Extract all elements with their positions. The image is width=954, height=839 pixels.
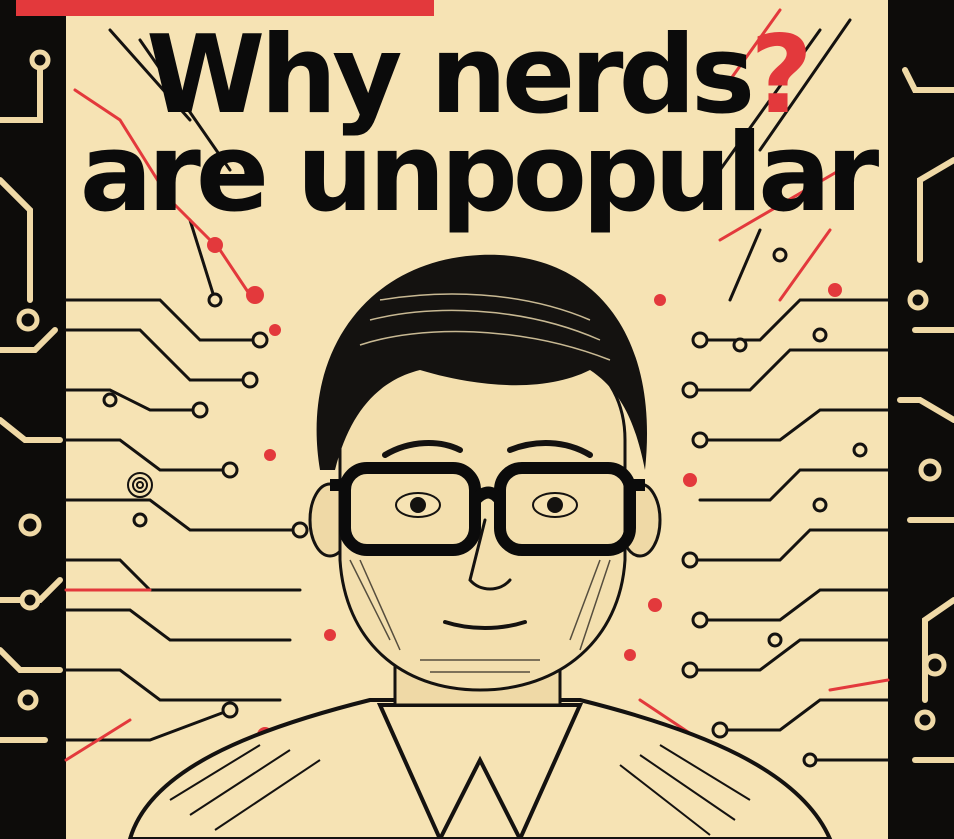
title-line-2: are unpopular [79,111,875,236]
title-text-why-nerds: Why nerds [146,13,751,138]
title-question-mark: ? [750,13,808,138]
